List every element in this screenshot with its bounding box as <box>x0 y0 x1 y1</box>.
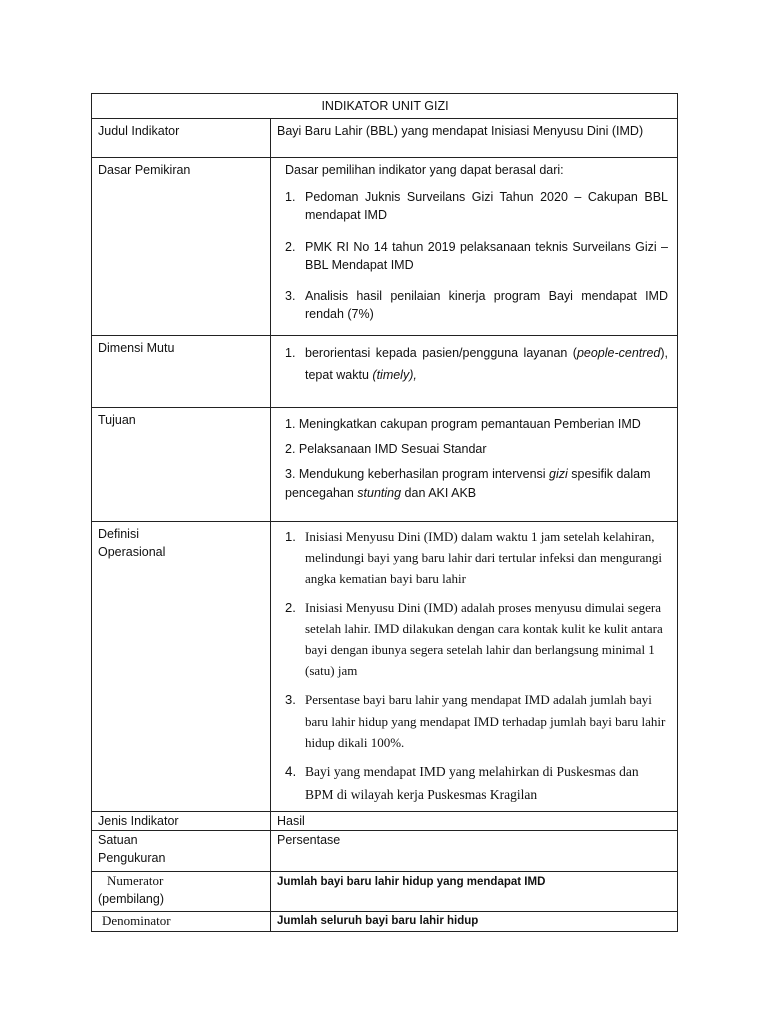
numerator-label-line-2: (pembilang) <box>98 892 165 907</box>
row-numerator <box>92 871 678 912</box>
list-item <box>285 238 668 274</box>
item-number: 1. <box>285 529 296 545</box>
row-definisi <box>92 522 678 812</box>
dimensi-list <box>285 343 672 387</box>
definisi-label-line-2: Operasional <box>98 545 166 560</box>
dasar-list <box>285 188 672 323</box>
satuan-label-line-2: Pengukuran <box>98 851 166 866</box>
dimensi-italic-b: (timely), <box>372 368 417 382</box>
row-denominator <box>92 912 678 932</box>
item-text: Bayi yang mendapat IMD yang melahirkan di Puskesmas dan BPM di wilayah kerja Puskesmas Kragilan <box>305 763 639 802</box>
row-jenis <box>92 812 678 831</box>
numerator-label-line-1: Numerator <box>107 872 164 888</box>
item-number: 3. <box>285 288 296 303</box>
definisi-label <box>92 522 271 812</box>
item-number: 2. <box>285 239 296 254</box>
indicator-table <box>91 93 678 932</box>
row-tujuan <box>92 408 678 522</box>
item-number: 1. <box>285 190 296 205</box>
tujuan-item-1: 1. Meningkatkan cakupan program pemantauan Pemberian IMD <box>285 417 641 432</box>
item-text: Persentase bayi baru lahir yang mendapat IMD adalah jumlah bayi baru lahir hidup yang mendapat IMD terhadap jumlah bayi baru lahir hidup dikali 100%. <box>305 692 666 750</box>
list-item <box>285 689 668 752</box>
tujuan-cell <box>271 408 678 522</box>
dasar-intro: Dasar pemilihan indikator yang dapat berasal dari: <box>285 163 564 178</box>
row-dimensi <box>92 336 678 408</box>
jenis-value: Hasil <box>271 812 678 831</box>
jenis-label: Jenis Indikator <box>92 812 271 831</box>
tujuan-item-3-text-c: dan AKI AKB <box>401 485 477 500</box>
list-item <box>285 343 668 387</box>
dasar-cell <box>271 158 678 336</box>
tujuan-item-3-italic-1: gizi <box>549 467 568 482</box>
item-text: PMK RI No 14 tahun 2019 pelaksanaan teknis Surveilans Gizi – BBL Mendapat IMD <box>305 239 668 272</box>
definisi-label-line-1: Definisi <box>98 527 139 542</box>
definisi-list <box>285 526 672 806</box>
item-text: Inisiasi Menyusu Dini (IMD) dalam waktu 1 jam setelah kelahiran, melindungi bayi yang baru lahir dari tertular infeksi dan mengurangi angka kematian bayi baru lahir <box>305 529 663 587</box>
row-dasar <box>92 158 678 336</box>
item-number: 4. <box>285 763 297 779</box>
list-item <box>285 287 668 323</box>
item-text: Analisis hasil penilaian kinerja program Bayi mendapat IMD rendah (7%) <box>305 288 668 321</box>
judul-value: Bayi Baru Lahir (BBL) yang mendapat Inisiasi Menyusu Dini (IMD) <box>271 119 678 158</box>
item-number: 1. <box>285 346 296 361</box>
item-number: 3. <box>285 692 296 708</box>
table-title: INDIKATOR UNIT GIZI <box>92 94 678 119</box>
list-item <box>285 597 668 681</box>
tujuan-item-2: 2. Pelaksanaan IMD Sesuai Standar <box>285 442 487 457</box>
tujuan-label: Tujuan <box>92 408 271 522</box>
dimensi-cell <box>271 336 678 408</box>
item-number: 2. <box>285 600 296 616</box>
tujuan-item-3-italic-2: stunting <box>357 485 402 500</box>
satuan-label <box>92 831 271 871</box>
dimensi-text-b: ), tepat waktu <box>305 346 668 382</box>
row-satuan <box>92 831 678 871</box>
dimensi-text-a: berorientasi kepada pasien/pengguna layanan ( <box>305 346 577 361</box>
numerator-label <box>92 871 271 912</box>
tujuan-item-3-text-b: spesifik dalam pencegahan <box>285 467 651 500</box>
denominator-value: Jumlah seluruh bayi baru lahir hidup <box>271 912 678 932</box>
list-item <box>285 526 668 589</box>
dimensi-label: Dimensi Mutu <box>92 336 271 408</box>
list-item <box>285 188 668 224</box>
judul-label: Judul Indikator <box>92 119 271 158</box>
dasar-label: Dasar Pemikiran <box>92 158 271 336</box>
satuan-value: Persentase <box>271 831 678 871</box>
tujuan-item-3-text-a: 3. Mendukung keberhasilan program intervensi <box>285 467 550 482</box>
tujuan-item-3 <box>285 465 672 501</box>
title-row <box>92 94 678 119</box>
numerator-value: Jumlah bayi baru lahir hidup yang mendapat IMD <box>271 871 678 912</box>
denominator-label: Denominator <box>92 912 271 932</box>
item-text: Pedoman Juknis Surveilans Gizi Tahun 2020 – Cakupan BBL mendapat IMD <box>305 190 668 223</box>
satuan-label-line-1: Satuan <box>98 833 138 848</box>
list-item <box>285 761 668 807</box>
row-judul <box>92 119 678 158</box>
item-text: Inisiasi Menyusu Dini (IMD) adalah proses menyusu dimulai segera setelah lahir. IMD dilakukan dengan cara kontak kulit ke kulit antara bayi dengan ibunya segera setelah lahir dan berlangsung minimal 1 (satu) jam <box>305 600 663 679</box>
dimensi-italic-a: people-centred <box>576 346 661 361</box>
definisi-cell <box>271 522 678 812</box>
